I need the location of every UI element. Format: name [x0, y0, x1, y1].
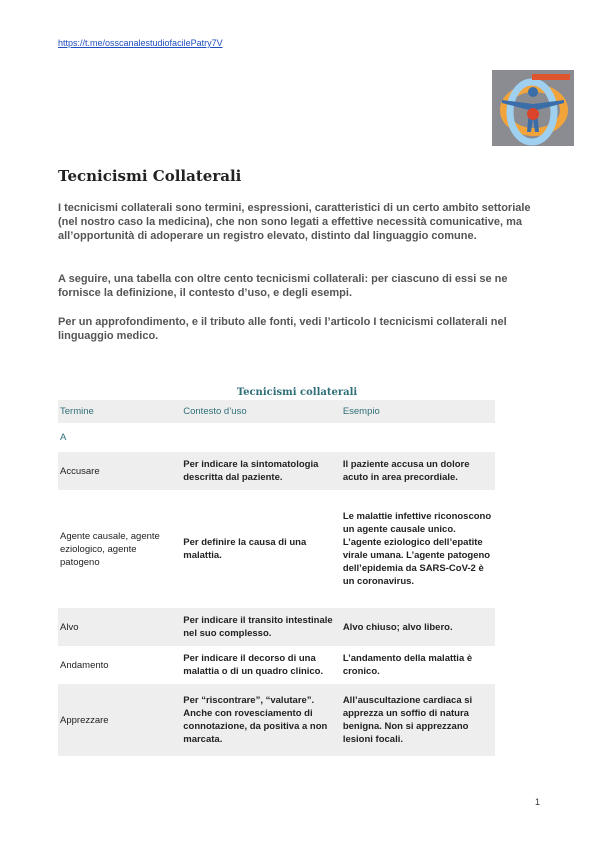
example-cell: Il paziente accusa un dolore acuto in area precordiale. — [341, 452, 495, 490]
page-title: Tecnicismi Collaterali — [58, 167, 242, 185]
term-cell: Alvo — [58, 608, 181, 646]
example-cell: L’andamento della malattia è cronico. — [341, 646, 495, 684]
telegram-link[interactable]: https://t.me/osscanalestudiofacilePatry7V — [58, 38, 223, 48]
example-cell: Le malattie infettive riconoscono un agente causale unico. L’agente eziologico dell’epatite virale umana. L’agente patogeno dell’epidemia da SARS-CoV-2 è un coronavirus. — [341, 490, 495, 608]
channel-logo — [492, 70, 574, 146]
table-row — [58, 452, 495, 490]
header-term: Termine — [58, 400, 181, 423]
intro-paragraph: I tecnicismi collaterali sono termini, espressioni, caratteristici di un certo ambito settoriale (nel nostro caso la medicina), che non sono legati a effettive necessità comunicative, ma all’opportunità di adoperare un registro elevato, distinto dal linguaggio comune. — [58, 202, 531, 242]
context-cell: Per indicare il transito intestinale nel suo complesso. — [181, 608, 341, 646]
context-cell: Per “riscontrare”, “valutare”. Anche con rovesciamento di connotazione, da positiva a non marcata. — [181, 684, 341, 756]
term-cell: Apprezzare — [58, 684, 181, 756]
context-cell: Per indicare il decorso di una malattia o di un quadro clinico. — [181, 646, 341, 684]
context-cell: Per indicare la sintomatologia descritta dal paziente. — [181, 452, 341, 490]
header-example: Esempio — [341, 400, 495, 423]
term-cell: Andamento — [58, 646, 181, 684]
table-header-row — [58, 400, 495, 423]
table-caption: Tecnicismi collaterali — [236, 387, 358, 398]
table-row — [58, 684, 495, 756]
header-context: Contesto d’uso — [181, 400, 341, 423]
context-cell: Per definire la causa di una malattia. — [181, 490, 341, 608]
section-letter: A — [58, 423, 181, 452]
table-row — [58, 490, 495, 608]
table-intro-paragraph: A seguire, una tabella con oltre cento tecnicismi collaterali: per ciascuno di essi se ne fornisce la definizione, il contesto d’uso, e degli esempi. — [58, 273, 508, 299]
letter-row — [58, 423, 495, 452]
example-cell: All’auscultazione cardiaca si apprezza un soffio di natura benigna. Non si apprezzano lesioni focali. — [341, 684, 495, 756]
sources-paragraph: Per un approfondimento, e il tributo alle fonti, vedi l’articolo I tecnicismi collaterali nel linguaggio medico. — [58, 316, 507, 342]
page-number: 1 — [535, 797, 541, 807]
terms-table — [58, 400, 495, 756]
table-row — [58, 608, 495, 646]
table-row — [58, 646, 495, 684]
example-cell: Alvo chiuso; alvo libero. — [341, 608, 495, 646]
term-cell: Agente causale, agente eziologico, agente patogeno — [58, 490, 181, 608]
term-cell: Accusare — [58, 452, 181, 490]
